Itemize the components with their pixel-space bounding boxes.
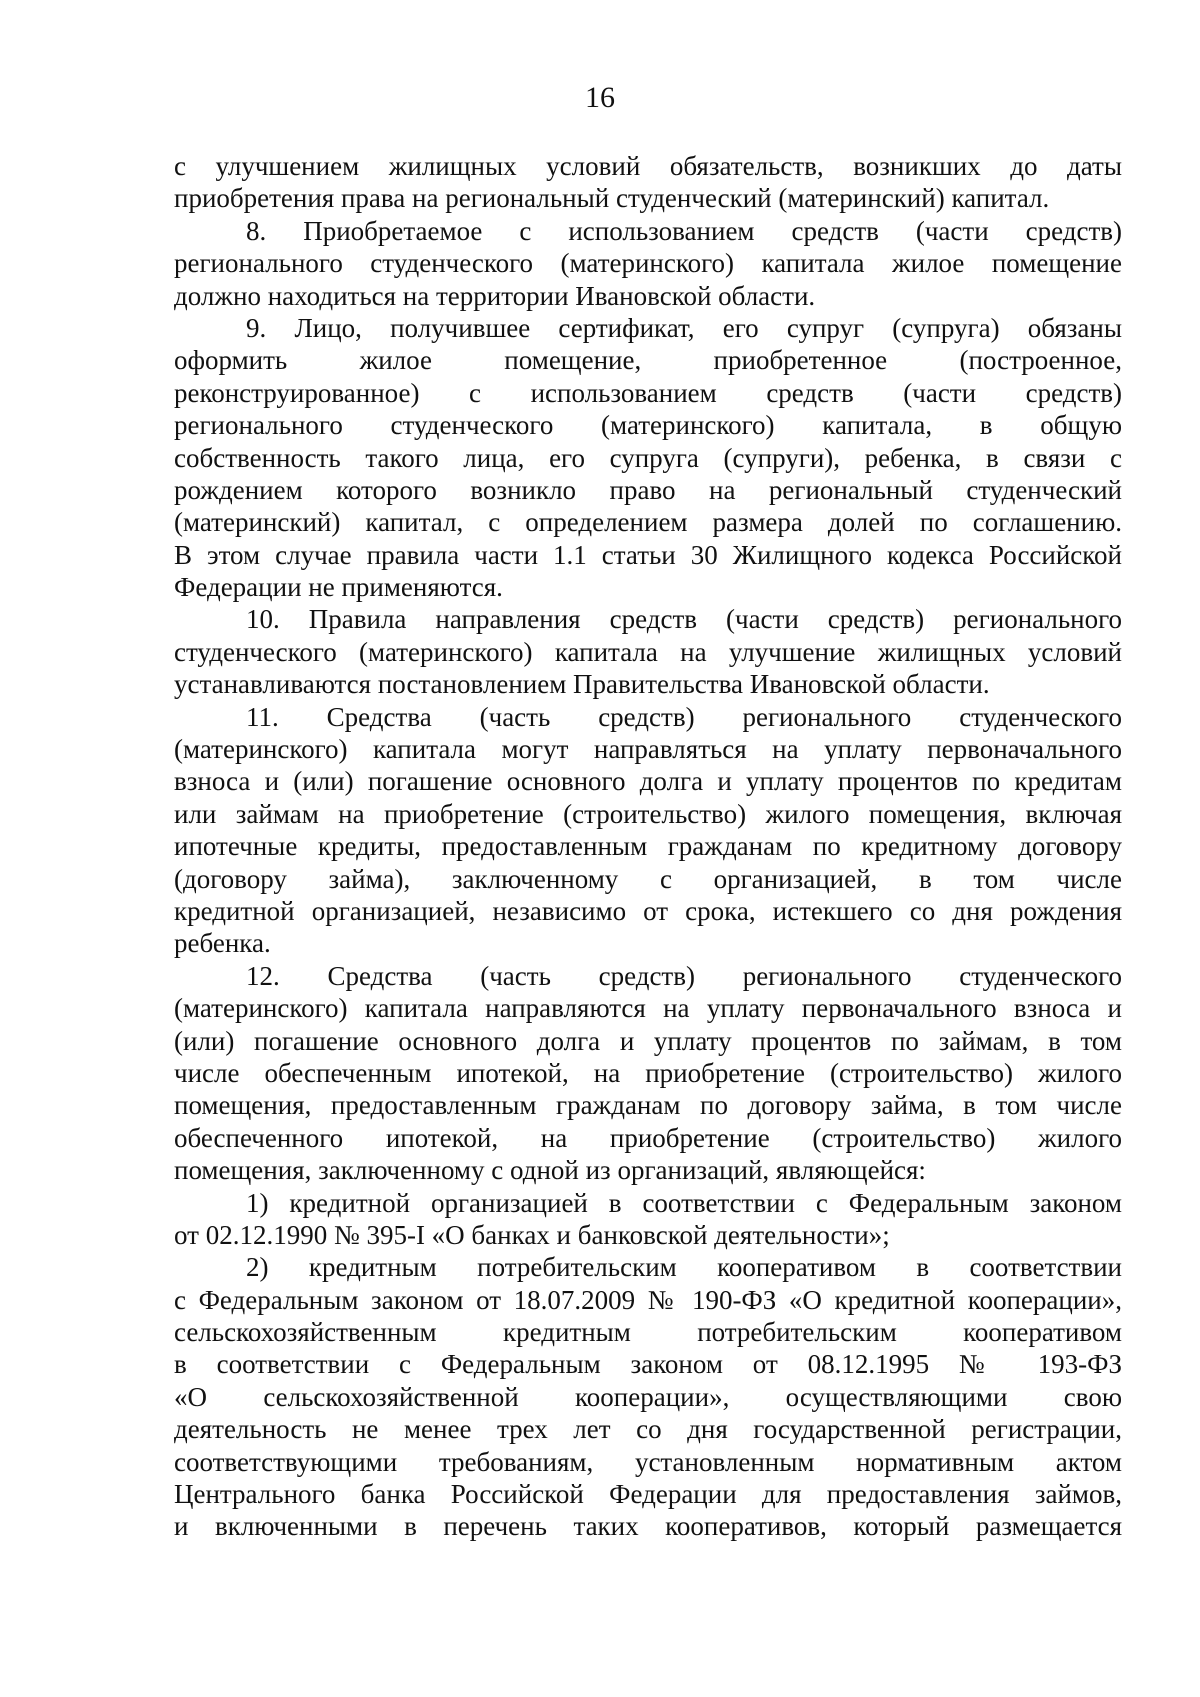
paragraph-first-line: 10. Правила направления средств (части средств) регионального [246,604,1122,635]
text-line: должно находиться на территории Ивановской области. [174,280,816,311]
text-line: регионального студенческого (материнского) капитала жилое помещение [174,248,1122,279]
text-line: кредитной организацией, независимо от срока, истекшего со дня рождения [174,895,1122,926]
text-line: В этом случае правила части 1.1 статьи 30 Жилищного кодекса Российской [174,539,1122,570]
paragraph-first-line: 11. Средства (часть средств) регионального студенческого [246,701,1122,732]
text-line: Центрального банка Российской Федерации для предоставления займов, [174,1479,1122,1510]
text-line: деятельность не менее трех лет со дня государственной регистрации, [174,1414,1122,1445]
paragraph-first-line: 2) кредитным потребительским кооперативом в соответствии [246,1252,1122,1283]
text-line: студенческого (материнского) капитала на улучшение жилищных условий [174,636,1122,667]
text-line: помещения, заключенному с одной из организаций, являющейся: [174,1155,926,1186]
paragraph-first-line: 8. Приобретаемое с использованием средств (части средств) [246,215,1122,246]
text-line: (материнского) капитала могут направляться на уплату первоначального [174,734,1122,765]
text-line: устанавливаются постановлением Правительства Ивановской области. [174,669,990,700]
text-line: ребенка. [174,928,271,959]
text-line: сельскохозяйственным кредитным потребительским кооперативом [174,1317,1122,1348]
text-line: Федерации не применяются. [174,572,503,603]
text-line: приобретения права на региональный студенческий (материнский) капитал. [174,183,1050,214]
text-line: и включенными в перечень таких кооперативов, который размещается [174,1511,1122,1542]
text-line: ипотечные кредиты, предоставленным гражданам по кредитному договору [174,831,1122,862]
text-line: от 02.12.1990 № 395-I «О банках и банковской деятельности»; [174,1219,890,1250]
page-number: 16 [585,81,615,114]
text-line: (материнский) капитал, с определением размера долей по соглашению. [174,507,1122,538]
text-line: рождением которого возникло право на региональный студенческий [174,474,1122,505]
text-line: соответствующими требованиям, установленным нормативным актом [174,1446,1122,1477]
text-line: собственность такого лица, его супруга (супруги), ребенка, в связи с [174,442,1122,473]
text-line: (или) погашение основного долга и уплату процентов по займам, в том [174,1025,1122,1056]
text-line: с улучшением жилищных условий обязательств, возникших до даты [174,151,1122,181]
text-line: оформить жилое помещение, приобретенное (построенное, [174,345,1122,376]
paragraph-first-line: 12. Средства (часть средств) регионального студенческого [246,960,1122,991]
text-line: в соответствии с Федеральным законом от 08.12.1995 № 193-ФЗ [174,1349,1122,1380]
text-line: с Федеральным законом от 18.07.2009 № 190-ФЗ «О кредитной кооперации», [174,1284,1122,1315]
text-line: (договору займа), заключенному с организацией, в том числе [174,863,1122,894]
text-line: помещения, предоставленным гражданам по договору займа, в том числе [174,1090,1122,1121]
text-line: числе обеспеченным ипотекой, на приобретение (строительство) жилого [174,1057,1122,1088]
text-line: взноса и (или) погашение основного долга и уплату процентов по кредитам [174,766,1122,797]
text-line: регионального студенческого (материнского) капитала, в общую [174,410,1122,441]
text-line: обеспеченного ипотекой, на приобретение (строительство) жилого [174,1122,1122,1153]
paragraph-first-line: 1) кредитной организацией в соответствии с Федеральным законом [246,1187,1122,1218]
text-line: реконструированное) с использованием средств (части средств) [174,377,1122,408]
text-line: «О сельскохозяйственной кооперации», осуществляющими свою [174,1381,1122,1412]
text-line: или займам на приобретение (строительство) жилого помещения, включая [174,798,1122,829]
text-line: (материнского) капитала направляются на уплату первоначального взноса и [174,993,1122,1024]
paragraph-first-line: 9. Лицо, получившее сертификат, его супруг (супруга) обязаны [246,312,1122,343]
document-body [174,150,1122,1543]
